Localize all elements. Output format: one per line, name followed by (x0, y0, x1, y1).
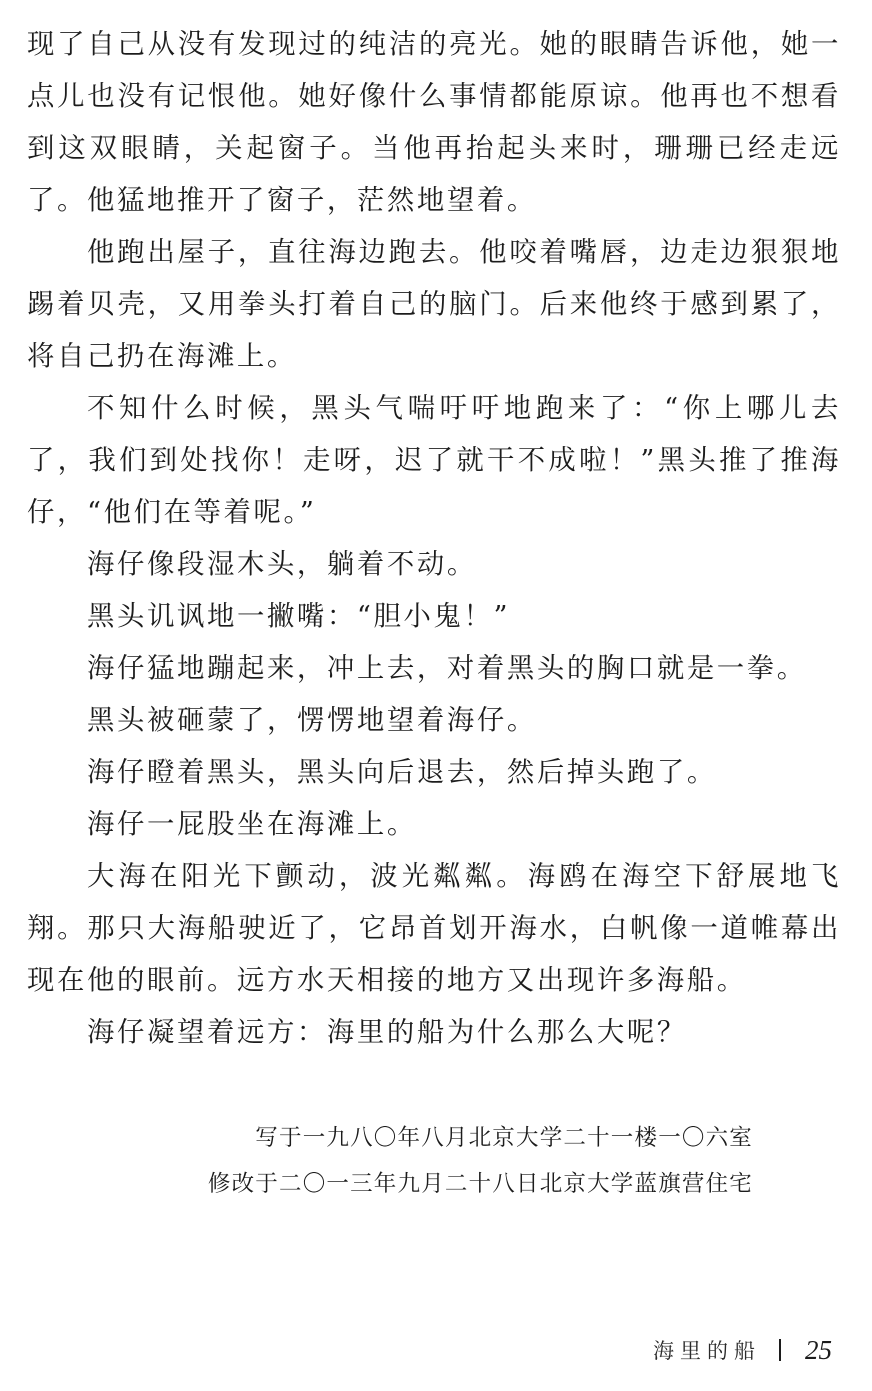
page-footer (653, 1333, 832, 1367)
paragraph: 黑头讥讽地一撇嘴：“胆小鬼！” (87, 601, 511, 632)
running-title: 海里的船 (653, 1339, 761, 1363)
paragraph: 海仔一屁股坐在海滩上。 (87, 809, 417, 840)
authorship-note (208, 1115, 753, 1207)
paragraph: 大海在阳光下颤动，波光粼粼。海鸥在海空下舒展地飞翔。那只大海船驶近了，它昂首划开海水，白帆像一道帷幕出现在他的眼前。远方水天相接的地方又出现许多海船。 (27, 861, 841, 996)
paragraph: 现了自己从没有发现过的纯洁的亮光。她的眼睛告诉他，她一点儿也没有记恨他。她好像什么事情都能原谅。他再也不想看到这双眼睛，关起窗子。当他再抬起头来时，珊珊已经走远了。他猛地推开了窗子，茫然地望着。 (27, 29, 841, 216)
paragraph: 黑头被砸蒙了，愣愣地望着海仔。 (87, 705, 537, 736)
paragraph: 海仔瞪着黑头，黑头向后退去，然后掉头跑了。 (87, 757, 717, 788)
paragraph: 他跑出屋子，直往海边跑去。他咬着嘴唇，边走边狠狠地踢着贝壳，又用拳头打着自己的脑门。后来他终于感到累了，将自己扔在海滩上。 (27, 237, 841, 372)
paragraph: 海仔像段湿木头，躺着不动。 (87, 549, 477, 580)
page-number: 25 (805, 1334, 832, 1365)
footer-divider (779, 1339, 781, 1361)
paragraph: 不知什么时候，黑头气喘吁吁地跑来了：“你上哪儿去了，我们到处找你！走呀，迟了就干不成啦！”黑头推了推海仔，“他们在等着呢。” (27, 393, 841, 528)
paragraph: 海仔凝望着远方：海里的船为什么那么大呢？ (87, 1017, 687, 1048)
paragraph: 海仔猛地蹦起来，冲上去，对着黑头的胸口就是一拳。 (87, 653, 807, 684)
body-text (27, 19, 841, 1059)
revised-date-line: 修改于二〇一三年九月二十八日北京大学蓝旗营住宅 (207, 1171, 753, 1197)
written-date-line: 写于一九八〇年八月北京大学二十一楼一〇六室 (255, 1125, 753, 1151)
